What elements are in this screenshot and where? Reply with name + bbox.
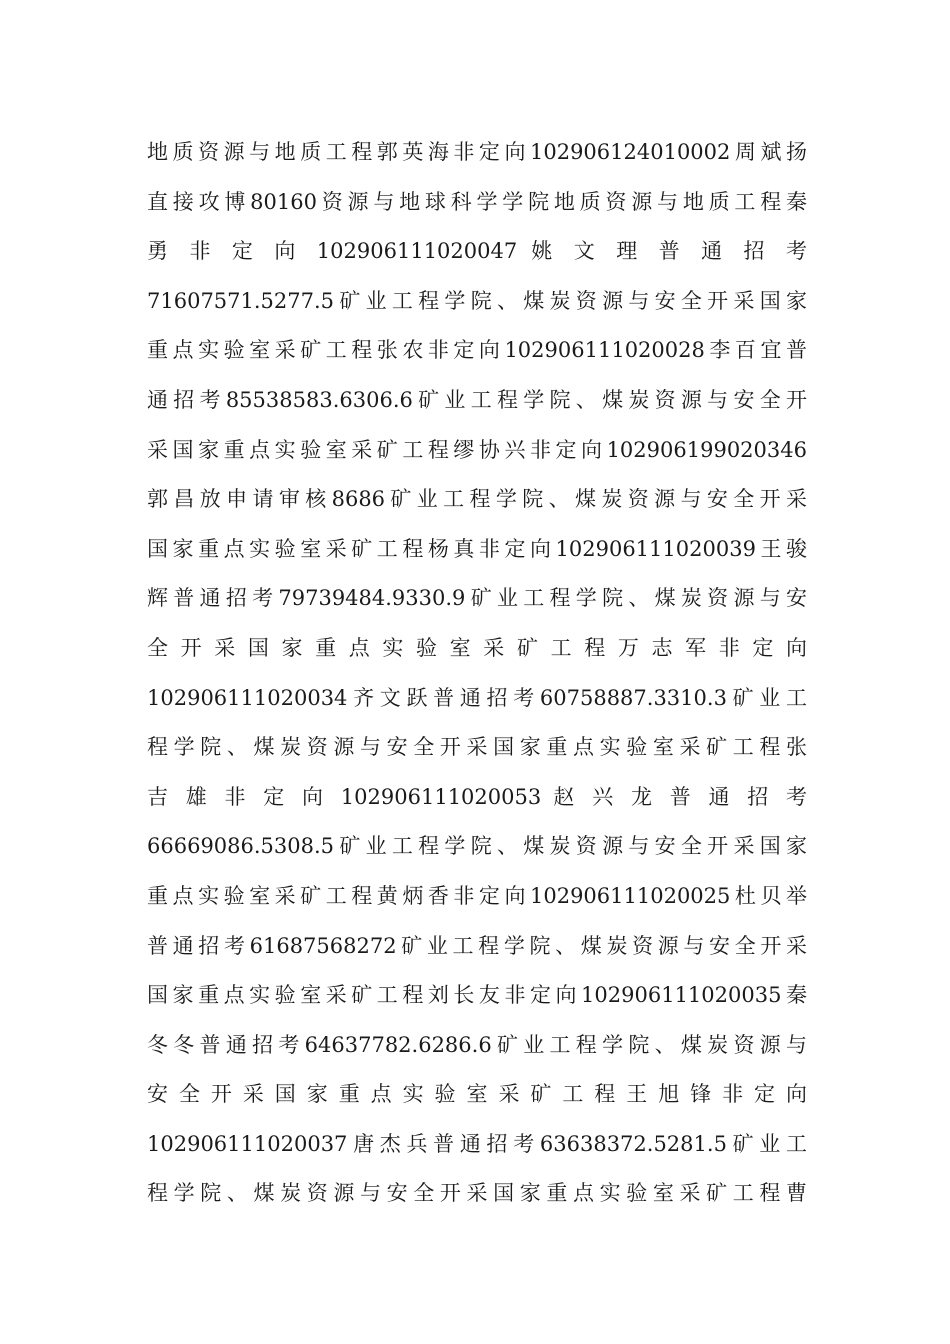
text-line: 102906111020034齐文跃普通招考60758887.3310.3矿业工 (147, 685, 807, 710)
text-line: 郭昌放申请审核8686矿业工程学院、煤炭资源与安全开采 (147, 487, 807, 512)
text-line: 71607571.5277.5矿业工程学院、煤炭资源与安全开采国家 (147, 288, 807, 313)
text-line: 勇 非 定 向 102906111020047 姚 文 理 普 通 招 考 (147, 239, 807, 264)
text-line: 国家重点实验室采矿工程刘长友非定向102906111020035秦 (147, 983, 807, 1008)
text-line: 重点实验室采矿工程张农非定向102906111020028李百宜普 (147, 338, 807, 363)
text-line: 国家重点实验室采矿工程杨真非定向102906111020039王骏 (147, 536, 807, 561)
text-line: 程学院、煤炭资源与安全开采国家重点实验室采矿工程曹 (147, 1181, 807, 1206)
text-line: 吉 雄 非 定 向 102906111020053 赵 兴 龙 普 通 招 考 (147, 784, 807, 809)
text-line: 普通招考61687568272矿业工程学院、煤炭资源与安全开采 (147, 933, 807, 958)
text-line: 地质资源与地质工程郭英海非定向102906124010002周斌扬 (147, 140, 807, 164)
text-line: 全 开 采 国 家 重 点 实 验 室 采 矿 工 程 万 志 军 非 定 向 (147, 635, 807, 660)
text-line: 采国家重点实验室采矿工程缪协兴非定向102906199020346 (147, 437, 807, 462)
body-text (147, 128, 807, 1219)
text-line: 程学院、煤炭资源与安全开采国家重点实验室采矿工程张 (147, 735, 807, 760)
text-line: 冬冬普通招考64637782.6286.6矿业工程学院、煤炭资源与 (147, 1032, 807, 1057)
text-line: 重点实验室采矿工程黄炳香非定向102906111020025杜贝举 (147, 883, 807, 908)
text-line: 安 全 开 采 国 家 重 点 实 验 室 采 矿 工 程 王 旭 锋 非 定 向 (147, 1082, 807, 1107)
text-line: 直接攻博80160资源与地球科学学院地质资源与地质工程秦 (147, 189, 807, 214)
text-line: 通招考85538583.6306.6矿业工程学院、煤炭资源与安全开 (147, 387, 807, 412)
text-line: 102906111020037唐杰兵普通招考63638372.5281.5矿业工 (147, 1131, 807, 1156)
text-line: 66669086.5308.5矿业工程学院、煤炭资源与安全开采国家 (147, 834, 807, 859)
text-line: 辉普通招考79739484.9330.9矿业工程学院、煤炭资源与安 (147, 586, 807, 611)
